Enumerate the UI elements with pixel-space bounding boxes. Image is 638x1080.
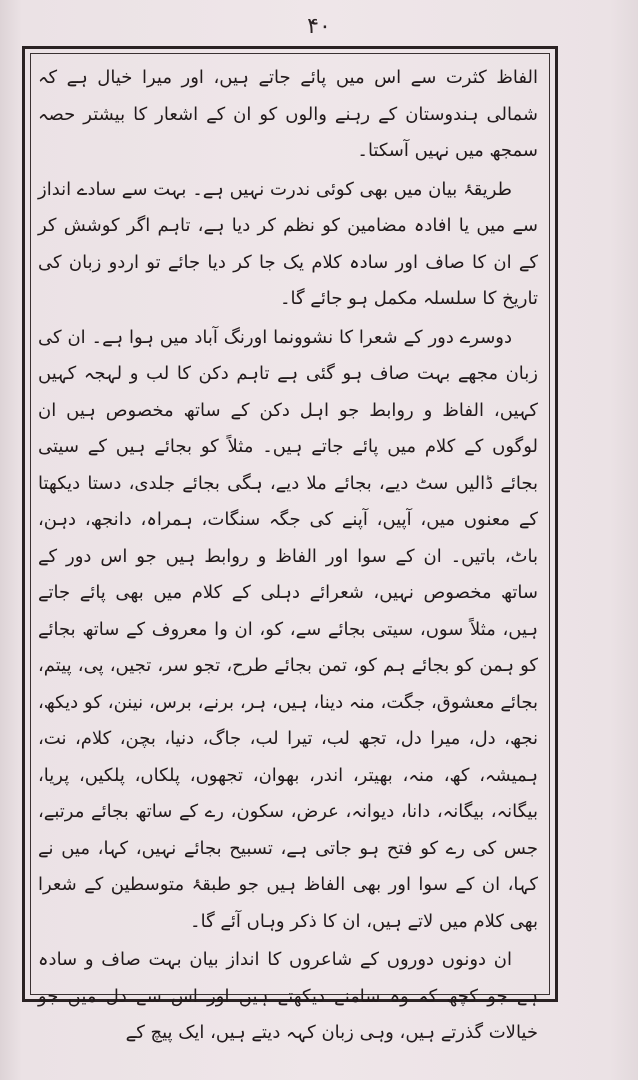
- paragraph-3: دوسرے دور کے شعرا کا نشوونما اورنگ آباد میں ہوا ہے۔ ان کی زبان مجھے بہت صاف ہو گئی ہے تاہم دکن کا لب و لہجہ کہیں کہیں، الفاظ و روابط جو اہل دکن کے ساتھ مخصوص ہیں ان لوگوں کے کلام میں پائے جاتے ہیں۔ مثلاً کو بجائے ہیں کے سیتی بجائے ڈالیں سٹ دیے، بجائے ملا دیے، ہگی بجائے جلدی، دستا دیکھتا کے معنوں میں، آپیں، آپنے کی جگہ سنگات، ہمراہ، دانجھ، دہن، باٹ، باتیں۔ ان کے سوا اور الفاظ و روابط ہیں جو اس دور کے ساتھ مخصوص نہیں، شعرائے دہلی کے کلام میں بھی پائے جاتے ہیں، مثلاً سوں، سیتی بجائے سے، کو، ان وا معروف کے ساتھ بجائے کو ہمن کو بجائے ہم کو، تمن بجائے طرح، تجو سر، تجیں، پی، پیتم، بجائے معشوق، جگت، منہ دینا، ہیں، ہر، برنے، برس، نینن، کو دیکھ، نجھ، دل، میرا دل، تجھ لب، تیرا لب، جاگ، دنیا، بچن، کلام، نت، ہمیشہ، کھ، منہ، بھیتر، اندر، بھوان، تجھوں، پلکاں، پلکیں، پریا، بیگانہ، بیگانہ، دانا، دیوانہ، عرض، سکون، رے کے ساتھ بجائے مرتبے، جس کی رے کو فتح ہو جاتی ہے، تسبیح بجائے نہیں، کہا، میں نے کہا، ان کے سوا اور بھی الفاظ ہیں جو طبقۂ متوسطین کے شعرا بھی کلام میں لاتے ہیں، ان کا ذکر وہاں آئے گا۔: [38, 326, 538, 932]
- page-number: ۴۰: [307, 14, 331, 39]
- paragraph-1: الفاظ کثرت سے اس میں پائے جاتے ہیں، اور میرا خیال ہے کہ شمالی ہندوستان کے رہنے والوں کو ان کے اشعار کا بیشتر حصہ سمجھ میں نہیں آسکتا۔: [38, 67, 538, 161]
- body-text: [38, 60, 538, 1043]
- paragraph-4: ان دونوں دوروں کے شاعروں کا انداز بیان بہت صاف و سادہ ہے جو کچھ کہ وہ سامنے دیکھتے ہیں اور اس سے دل میں جو خیالات گذرتے ہیں، وہی زبان کہہ دیتے ہیں، ایک پیچ کے: [38, 949, 538, 1043]
- paragraph-2: طریقۂ بیان میں بھی کوئی ندرت نہیں ہے۔ بہت سے سادے انداز سے میں یا افادہ مضامین کو نظم کر دیا ہے، تاہم اگر کوشش کر کے ان کا صاف اور سادہ کلام یک جا کر دیا جائے تو اردو زبان کی تاریخ کا سلسلہ مکمل ہو جائے گا۔: [38, 178, 538, 309]
